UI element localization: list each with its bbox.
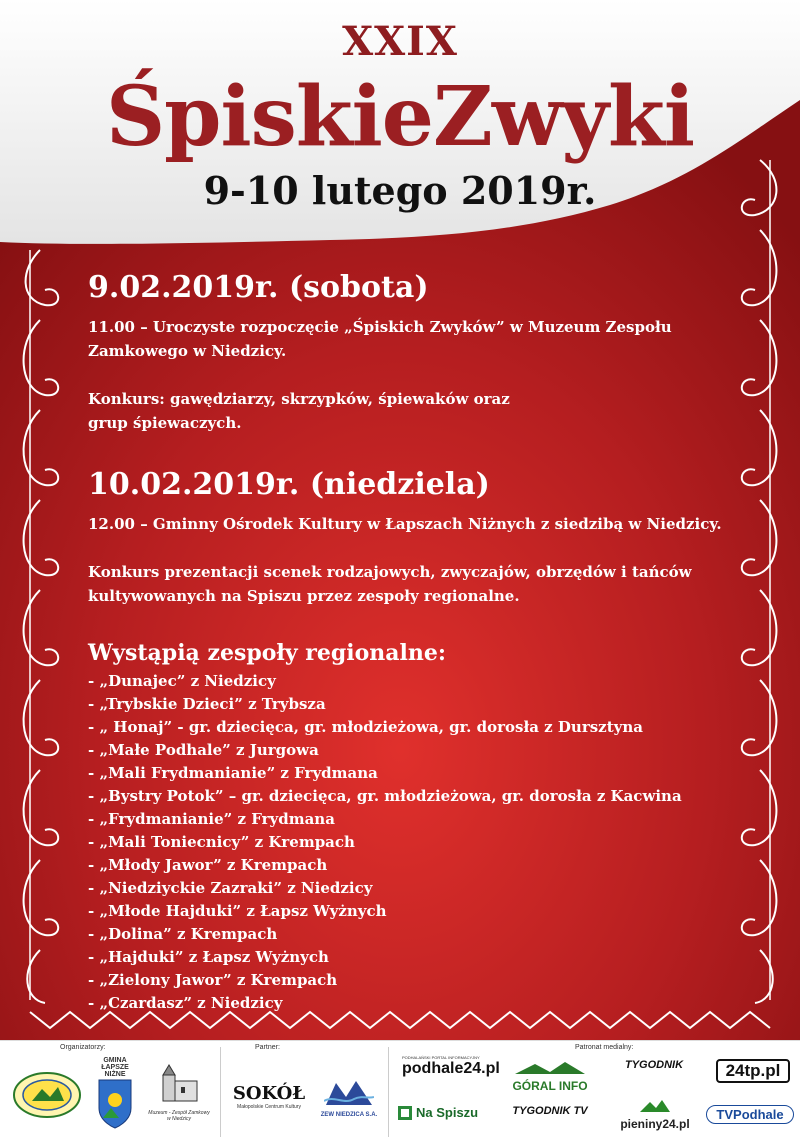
sponsors-footer xyxy=(0,1040,800,1144)
goralinfo-name: GÓRAL INFO xyxy=(512,1079,588,1093)
muzeum-caption: w Niedzicy xyxy=(167,1116,191,1122)
list-item: - „Niedziyckie Zazraki” z Niedzicy xyxy=(88,879,373,897)
sokol-logo xyxy=(230,1083,308,1110)
event-dates: 9-10 lutego 2019r. xyxy=(203,168,597,213)
gmina-logo xyxy=(92,1057,138,1135)
24tp-logo xyxy=(716,1059,790,1083)
wave-icon xyxy=(324,1077,374,1107)
naspiszu-name: Na Spiszu xyxy=(416,1105,479,1120)
tygodnik-name: TYGODNIK xyxy=(624,1059,684,1071)
day2-line: 12.00 – Gminny Ośrodek Kultury w Łapszach Niżnych z siedzibą w Niedzicy. xyxy=(88,515,722,533)
list-item: - „Mali Frydmanianie” z Frydmana xyxy=(88,764,378,782)
groups-title: Wystąpią zespoły regionalne: xyxy=(88,640,447,666)
24tp-name: 24tp.pl xyxy=(716,1059,790,1083)
divider xyxy=(388,1047,389,1137)
goralinfo-logo xyxy=(512,1061,588,1093)
sokol-sub: Małopolskie Centrum Kultury xyxy=(237,1104,301,1110)
tygodnik-logo xyxy=(612,1059,696,1071)
list-item: - „ Honaj” - gr. dziecięca, gr. młodzieżowa, gr. dorosła z Dursztyna xyxy=(88,718,643,736)
tygodnik-tv-logo xyxy=(510,1105,590,1117)
list-item: - „Frydmanianie” z Frydmana xyxy=(88,810,335,828)
list-item: - „Trybskie Dzieci” z Trybsza xyxy=(88,695,326,713)
mountain-icon xyxy=(640,1100,670,1112)
day2-heading: 10.02.2019r. (niedziela) xyxy=(88,467,490,502)
zew-logo xyxy=(316,1077,382,1118)
day1-line: Konkurs: gawędziarzy, skrzypków, śpiewaków oraz xyxy=(88,390,510,408)
list-item: - „Bystry Potok” – gr. dziecięca, gr. młodzieżowa, gr. dorosła z Kacwina xyxy=(88,787,682,805)
castle-icon xyxy=(155,1061,203,1105)
podhale24-name: podhale24.pl xyxy=(402,1060,500,1077)
day2-line: Konkurs prezentacji scenek rodzajowych, zwyczajów, obrzędów i tańców xyxy=(88,563,692,581)
list-item: - „Czardasz” z Niedzicy xyxy=(88,994,283,1012)
pieniny24-logo xyxy=(610,1099,700,1131)
tvpodhale-logo xyxy=(706,1105,794,1124)
gmina-label: GMINA xyxy=(103,1057,127,1064)
list-item: - „Dolina” z Krempach xyxy=(88,925,278,943)
list-item: - „Dunajec” z Niedzicy xyxy=(88,672,276,690)
day2-line: kultywowanych na Spiszu przez zespoły regionalne. xyxy=(88,587,520,605)
day1-line: grup śpiewaczych. xyxy=(88,414,242,432)
flag-icon xyxy=(398,1106,412,1120)
mountain-icon xyxy=(515,1062,585,1074)
day1-line: Zamkowego w Niedzicy. xyxy=(88,342,287,360)
groups-list xyxy=(88,670,748,1015)
tvpodhale-name: TVPodhale xyxy=(706,1105,794,1124)
list-item: - „Mali Toniecnicy” z Krempach xyxy=(88,833,355,851)
list-item: - „Młody Jawor” z Krempach xyxy=(88,856,328,874)
list-item: - „Hajduki” z Łapsz Wyżnych xyxy=(88,948,329,966)
program-content xyxy=(88,270,748,1015)
event-title: ŚpiskieZwyki xyxy=(105,69,695,165)
sokol-name: SOKÓŁ xyxy=(232,1083,306,1104)
podhale24-tagline: PODHALAŃSKI PORTAL INFORMACYJNY xyxy=(402,1055,480,1060)
coat-of-arms-icon xyxy=(97,1078,133,1130)
organizers-label: Organizatorzy: xyxy=(60,1044,106,1051)
divider xyxy=(220,1047,221,1137)
podhale24-logo xyxy=(402,1055,502,1078)
zew-name: ZEW NIEDZICA S.A. xyxy=(320,1112,378,1118)
pieniny24-name: pieniny24.pl xyxy=(620,1117,690,1131)
list-item: - „Zielony Jawor” z Krempach xyxy=(88,971,338,989)
edition-number: XXIX xyxy=(342,18,458,65)
media-label: Patronat medialny: xyxy=(575,1044,634,1051)
day1-line: 11.00 – Uroczyste rozpoczęcie „Śpiskich Zwyków” w Muzeum Zespołu xyxy=(88,318,672,336)
list-item: - „Małe Podhale” z Jurgowa xyxy=(88,741,319,759)
muzeum-logo xyxy=(146,1061,212,1122)
list-item: - „Młode Hajduki” z Łapsz Wyżnych xyxy=(88,902,387,920)
day1-heading: 9.02.2019r. (sobota) xyxy=(88,270,429,305)
gmina-label: ŁAPSZE NIŻNE xyxy=(101,1064,129,1078)
tygodnik-tv-name: TYGODNIK TV xyxy=(512,1105,588,1117)
partner-label: Partner: xyxy=(255,1044,280,1051)
gok-logo xyxy=(12,1071,82,1119)
naspiszu-logo xyxy=(398,1105,493,1120)
muzeum-caption: Muzeum - Zespół Zamkowy xyxy=(148,1110,210,1116)
